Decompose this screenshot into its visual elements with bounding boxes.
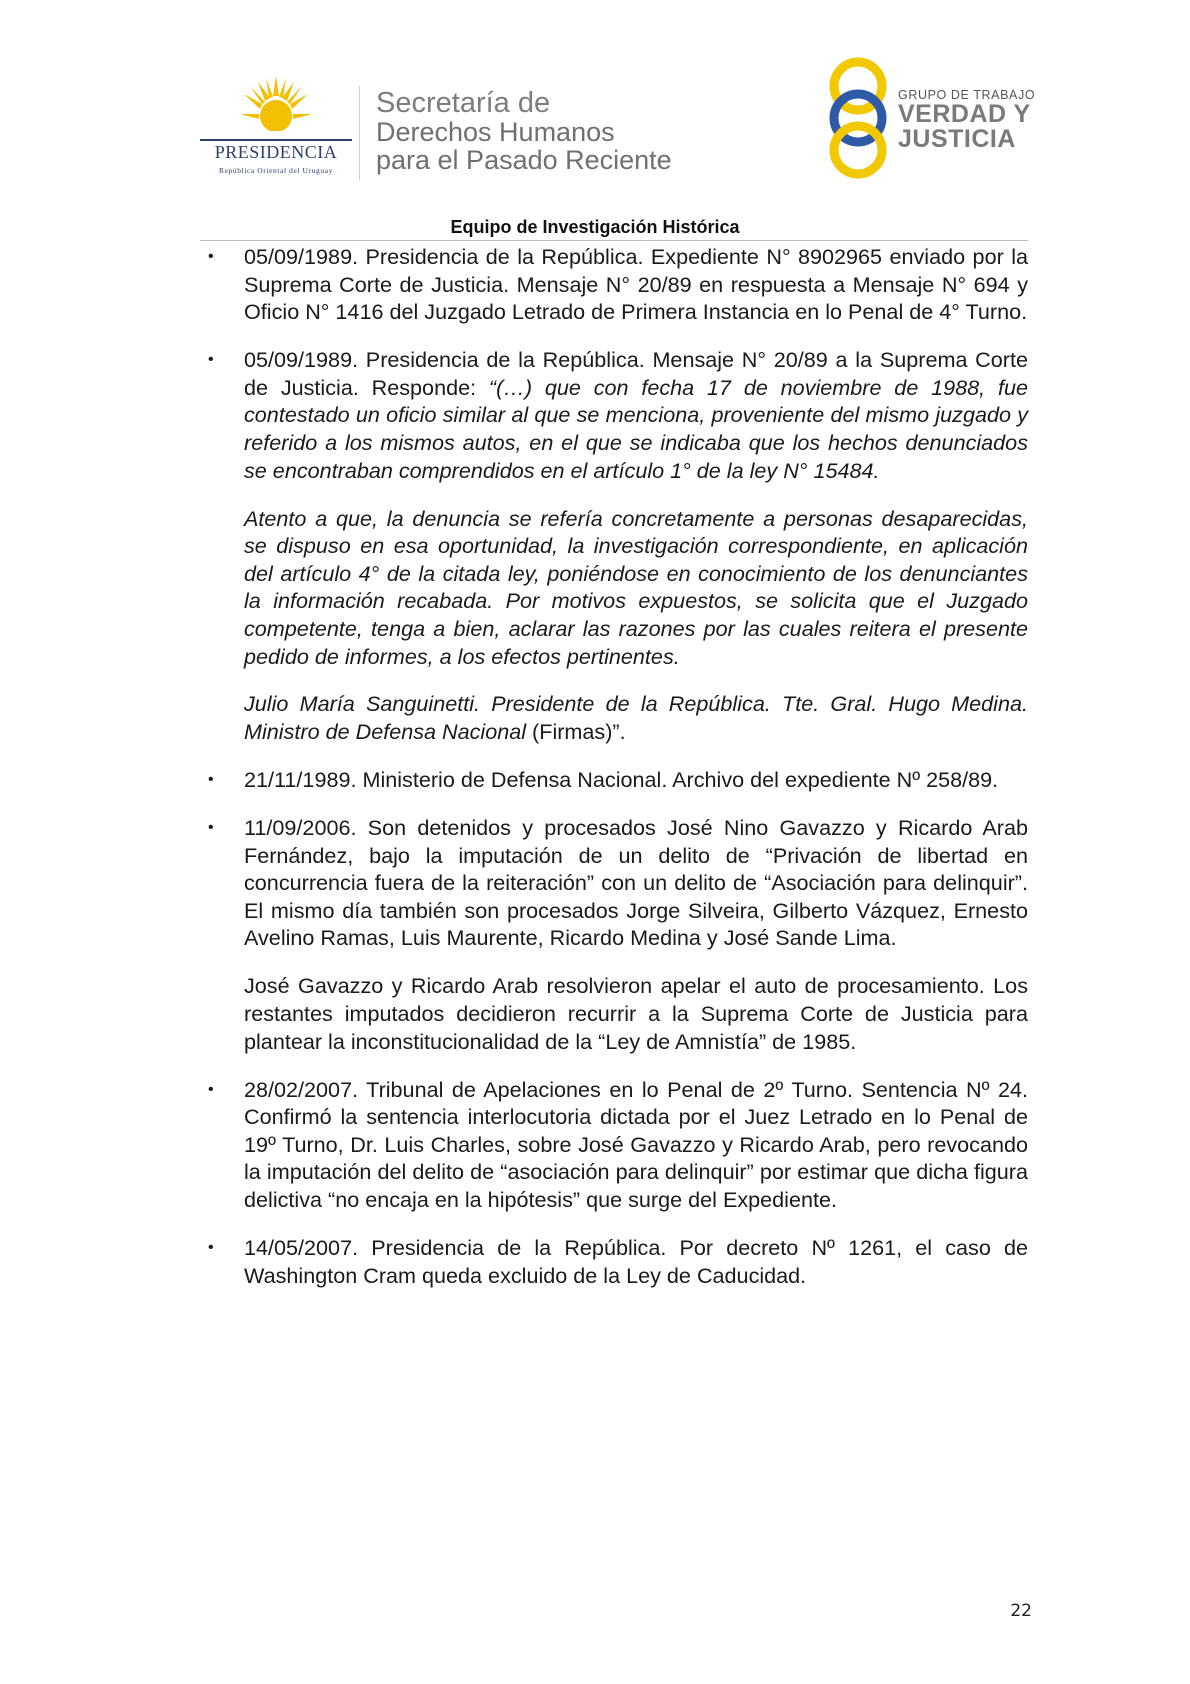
- bullet-icon: •: [208, 1080, 214, 1098]
- header-rule: [200, 240, 1028, 241]
- list-item: [208, 243, 1028, 326]
- signature-names: Julio María Sanguinetti. Presidente de la República. Tte. Gral. Hugo Medina. Ministro de Defensa Nacional: [244, 691, 1028, 745]
- grupo-title-line-1: VERDAD Y: [898, 100, 1031, 128]
- entry-paragraph: 21/11/1989. Ministerio de Defensa Nacional. Archivo del expediente Nº 258/89.: [244, 767, 999, 793]
- list-item: [208, 766, 1028, 794]
- header-divider: [359, 86, 360, 180]
- bullet-icon: •: [208, 771, 214, 789]
- page-header: [0, 0, 1190, 240]
- list-item: [208, 814, 1028, 1055]
- entry-lead: 05/09/1989. Presidencia de la República. Mensaje N° 20/89 a la Suprema Corte de Justicia. Responde:: [244, 347, 1028, 400]
- entry-paragraph: 11/09/2006. Son detenidos y procesados José Nino Gavazzo y Ricardo Arab Fernández, bajo la imputación de un delito de “Privación de libertad en concurrencia fuera de la reiteración” con un delito de “Asociación para delinquir”. El mismo día también son procesados Jorge Silveira, Gilberto Vázquez, Ernesto Avelino Ramas, Luis Maurente, Ricardo Medina y José Sande Lima.: [244, 815, 1028, 951]
- signature-tail: (Firmas)”.: [526, 719, 626, 745]
- team-title: Equipo de Investigación Histórica: [450, 217, 740, 237]
- secretaria-title: [376, 88, 672, 174]
- entry-quote-paragraph: Atento a que, la denuncia se refería concretamente a personas desaparecidas, se dispuso en esa oportunidad, la investigación correspondiente, en aplicación del artículo 4° de la citada ley, poniéndose en conocimiento de los denunciantes la información recabada. Por motivos expuestos, se solicita que el Juzgado competente, tenga a bien, aclarar las razones por las cuales reitera el presente pedido de informes, a los efectos pertinentes.: [244, 505, 1028, 669]
- secretaria-line-3: para el Pasado Reciente: [376, 145, 672, 175]
- entry-paragraph: 28/02/2007. Tribunal de Apelaciones en lo Penal de 2º Turno. Sentencia Nº 24. Confirmó la sentencia interlocutoria dictada por el Juez Letrado en lo Penal de 19º Turno, Dr. Luis Charles, sobre José Gavazzo y Ricardo Arab, pero revocando la imputación del delito de “asociación para delinquir” por estimar que dicha figura delictiva “no encaja en la hipótesis” que surge del Expediente.: [244, 1076, 1028, 1212]
- bullet-icon: •: [208, 819, 214, 837]
- entry-paragraph: José Gavazzo y Ricardo Arab resolvieron apelar el auto de procesamiento. Los restantes imputados decidieron recurrir a la Suprema Corte de Justicia para plantear la inconstitucionalidad de la “Ley de Amnistía” de 1985.: [244, 973, 1028, 1054]
- grupo-title-line-2: JUSTICIA: [898, 125, 1016, 153]
- grupo-title: [898, 102, 1031, 152]
- entry-paragraph: 05/09/1989. Presidencia de la República. Expediente N° 8902965 enviado por la Suprema Corte de Justicia. Mensaje N° 20/89 en respuesta a Mensaje N° 694 y Oficio N° 1416 del Juzgado Letrado de Primera Instancia en lo Penal de 4° Turno.: [244, 244, 1028, 325]
- entry-paragraph: 14/05/2007. Presidencia de la República. Por decreto Nº 1261, el caso de Washington Cram queda excluido de la Ley de Caducidad.: [244, 1234, 1028, 1288]
- entry-quote: “(…) que con fecha 17 de noviembre de 1988, fue contestado un oficio similar al que se menciona, proveniente del mismo juzgado y referido a los mismos autos, en el que se indicaba que los hechos denunciados se encontraban comprendidos en el artículo 1° de la ley N° 15484.: [244, 374, 1029, 483]
- presidencia-label: PRESIDENCIA: [214, 142, 338, 162]
- presidencia-rule: [200, 139, 352, 141]
- entry-signature: [244, 690, 1028, 745]
- list-item: [208, 1076, 1028, 1214]
- list-item: [208, 1234, 1028, 1289]
- bullet-icon: •: [208, 248, 214, 265]
- presidencia-subtitle: República Oriental del Uruguay: [218, 166, 333, 175]
- list-item: [208, 346, 1029, 746]
- grupo-label: GRUPO DE TRABAJO: [898, 88, 1036, 102]
- entry-paragraph: [244, 346, 1028, 484]
- secretaria-line-2: Derechos Humanos: [376, 117, 615, 147]
- document-body: [208, 243, 1029, 1310]
- sun-emblem-icon: [240, 76, 312, 138]
- verdad-justicia-rings-icon: [822, 56, 902, 180]
- bullet-icon: •: [208, 351, 214, 369]
- bullet-icon: •: [208, 1238, 214, 1256]
- secretaria-line-1: Secretaría de: [376, 87, 551, 119]
- presidencia-logo: [196, 76, 356, 181]
- page-number: 22: [1010, 1601, 1032, 1621]
